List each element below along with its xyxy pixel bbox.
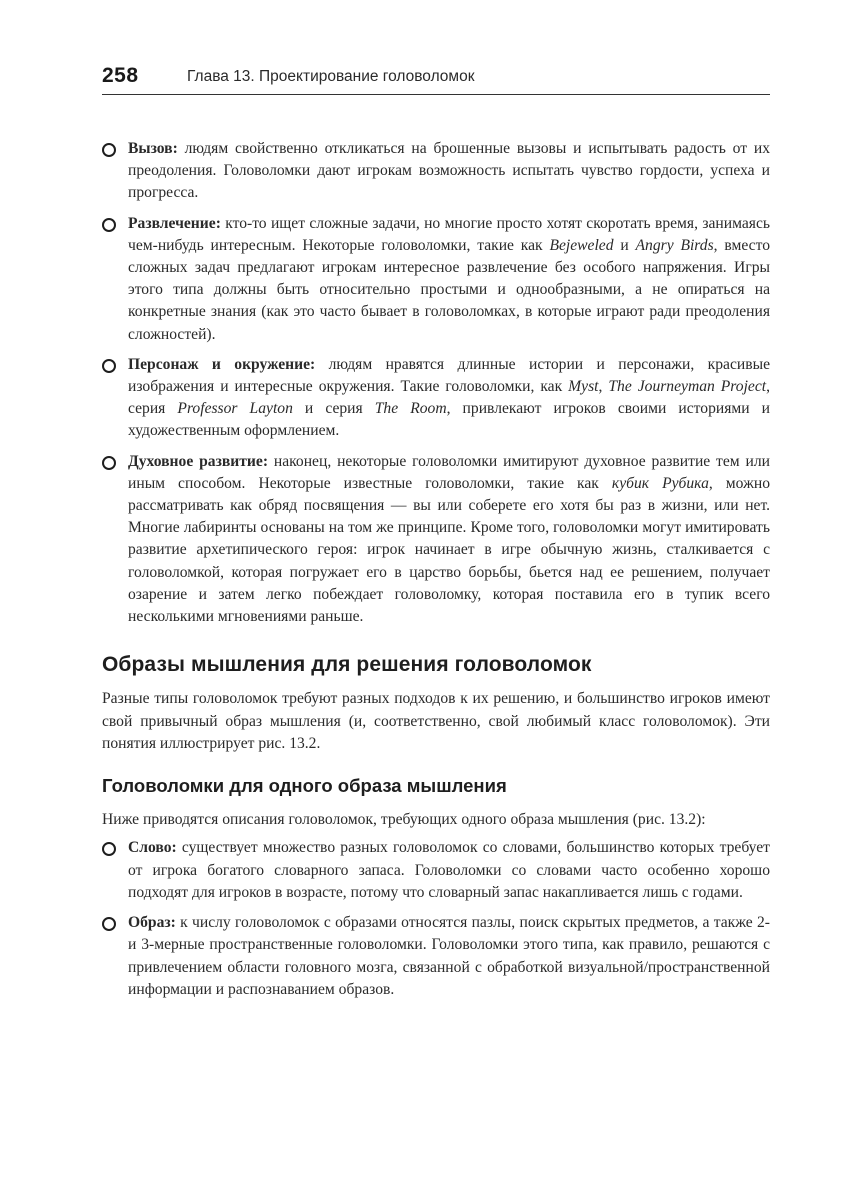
bullet-text: наконец, некоторые головоломки имитируют духовное развитие тем или иным способом. Некоторые известные головоломки, такие как [128,452,770,492]
bullet-text: людям нравятся длинные истории и персонажи, красивые изображения и интересные окружения. Такие головоломки, как [128,355,770,396]
page-header [102,64,770,95]
list-item [102,451,770,629]
bullet-text: существует множество разных головоломок со словами, большинство которых требует от игрока богатого словарного запаса. Головоломки со словами часто особенно хорошо подходят для игроков в возрасте, потому что словарный запас накапливается лишь с годами. [128,839,770,901]
bullet-list-motivations [102,138,770,628]
subsection-heading: Головоломки для одного образа мышления [102,775,507,797]
list-item [102,912,770,1001]
bullet-text: , [598,378,609,396]
page-body [102,138,770,1009]
game-title: Professor Layton [177,400,293,418]
circle-bullet-icon [102,218,116,232]
section-heading: Образы мышления для решения головоломок [102,653,592,677]
bullet-list-thinking-types [102,837,770,1000]
game-title: The Room [374,400,447,418]
game-title: Myst [568,378,599,396]
bullet-term: Развлечение: [128,214,221,232]
bullet-text: , привлекают игроков своими историями и художественным оформлением. [128,400,771,440]
bullet-term: Слово: [128,839,177,857]
game-title: кубик Рубика [611,474,709,492]
bullet-text: , вместо сложных задач предлагают игрокам интересное развлечение без особого напряжения. Игры этого типа должны быть относительно простыми и однообразными, а не опираться на конкретные знания (как это часто бывает в головоломках, в которые играют ради преодоления сложностей). [128,236,770,343]
bullet-text: , серия [128,378,771,418]
list-item [102,354,770,443]
circle-bullet-icon [102,842,116,856]
bullet-text: кто-то ищет сложные задачи, но многие просто хотят скоротать время, занимаясь чем-нибудь интересным. Некоторые головоломки, такие как [128,214,770,254]
running-head: Глава 13. Проектирование головоломок [187,68,475,85]
bullet-term: Персонаж и окружение: [128,355,316,373]
list-item [102,138,770,205]
bullet-term: Образ: [128,914,176,932]
bullet-text: и [613,236,636,254]
game-title: Angry Birds [635,236,714,254]
game-title: The Journeyman Project [608,378,767,396]
list-item [102,213,770,346]
bullet-term: Духовное развитие: [128,452,269,470]
bullet-text: , можно рассматривать как обряд посвящения — вы или соберете его хотя бы раз в жизни, или нет. Многие лабиринты основаны на том же принципе. Кроме того, головоломки могут имитировать развитие архетипического героя: игрок начинает в игре обычную жизнь, сталкивается с головоломкой, которая погружает его в царство борьбы, бьется над ее решением, получает озарение и затем легко побеждает головоломку, которая поставила его в тупик всего несколькими мгновениями раньше. [128,474,770,626]
bullet-text: и серия [292,400,375,418]
circle-bullet-icon [102,359,116,373]
circle-bullet-icon [102,917,116,931]
section-paragraph: Разные типы головоломок требуют разных подходов к их решению, и большинство игроков имеют свой привычный образ мышления (и, соответственно, свой любимый класс головоломок). Эти понятия иллюстрирует рис. 13.2. [102,690,770,752]
circle-bullet-icon [102,456,116,470]
bullet-text: к числу головоломок с образами относятся пазлы, поиск скрытых предметов, а также 2- и 3-мерные пространственные головоломки. Головоломки этого типа, как правило, решаются с привлечением области головного мозга, связанной с обработкой визуальной/пространственной информации и распознаванием образов. [128,914,770,998]
game-title: Bejeweled [549,236,614,254]
bullet-text: людям свойственно откликаться на брошенные вызовы и испытывать радость от их преодоления. Головоломки дают игрокам возможность испытать чувство гордости, успеха и прогресса. [128,140,770,202]
subsection-intro: Ниже приводятся описания головоломок, требующих одного образа мышления (рис. 13.2): [102,811,706,829]
bullet-term: Вызов: [128,140,178,157]
circle-bullet-icon [102,143,116,157]
page-number: 258 [102,64,139,87]
list-item [102,837,770,904]
